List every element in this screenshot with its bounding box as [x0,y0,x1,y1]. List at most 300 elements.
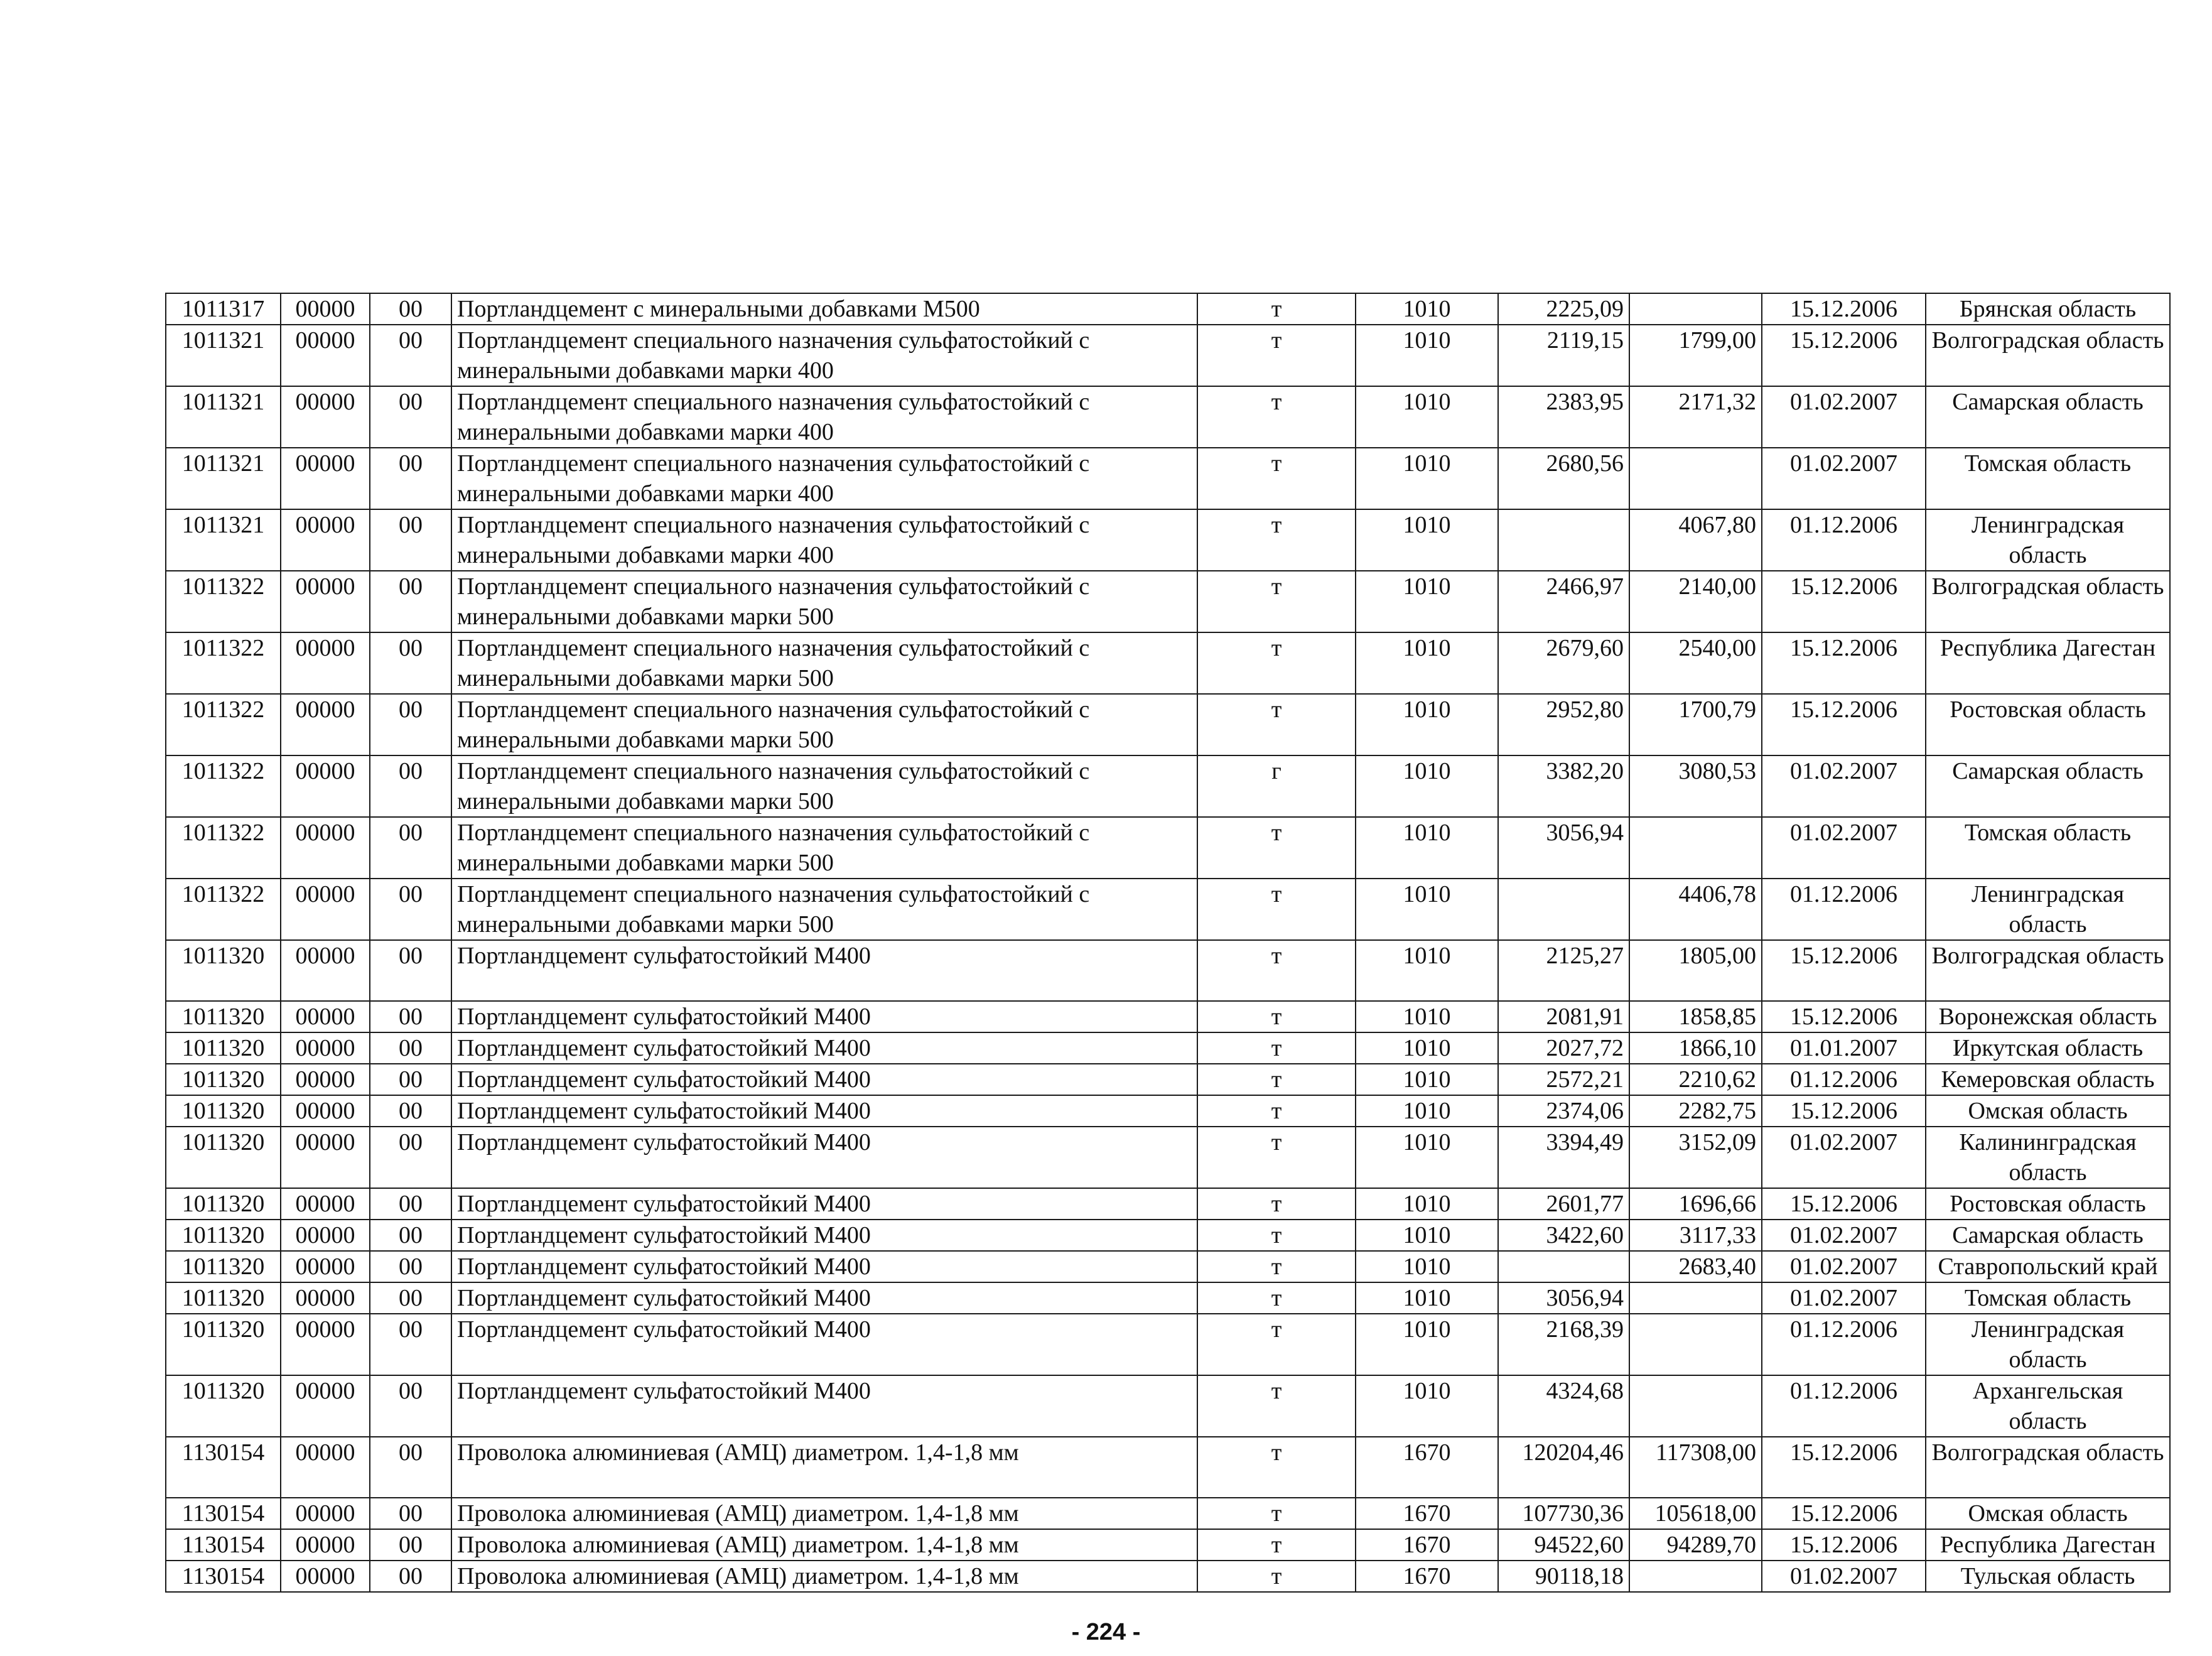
region-cell: Брянская область [1926,293,2170,325]
price-1-cell: 2374,06 [1498,1095,1629,1127]
product-name-cell: Портландцемент специального назначения сульфатостойкий с минеральными добавками марки 400 [451,325,1197,386]
suffix-cell: 00 [370,1375,451,1437]
price-2-cell: 105618,00 [1629,1498,1762,1529]
item-code-cell: 1011320 [166,1282,281,1314]
item-code-cell: 1011322 [166,755,281,817]
region-cell: Ростовская область [1926,694,2170,755]
unit-code-cell: 1010 [1356,1001,1498,1032]
unit-code-cell: 1670 [1356,1437,1498,1498]
unit-code-cell: 1010 [1356,1282,1498,1314]
sub-code-cell: 00000 [281,448,370,509]
region-cell: Томская область [1926,448,2170,509]
date-cell: 15.12.2006 [1762,1001,1926,1032]
sub-code-cell: 00000 [281,1001,370,1032]
table-row [166,1529,2170,1561]
table-row [166,1251,2170,1282]
region-cell: Самарская область [1926,755,2170,817]
sub-code-cell: 00000 [281,509,370,571]
price-1-cell: 2383,95 [1498,386,1629,448]
price-1-cell: 3382,20 [1498,755,1629,817]
sub-code-cell: 00000 [281,817,370,879]
date-cell: 01.02.2007 [1762,1251,1926,1282]
suffix-cell: 00 [370,1032,451,1064]
unit-code-cell: 1010 [1356,1251,1498,1282]
product-name-cell: Портландцемент специального назначения сульфатостойкий с минеральными добавками марки 500 [451,755,1197,817]
table-row [166,1282,2170,1314]
suffix-cell: 00 [370,293,451,325]
item-code-cell: 1011321 [166,325,281,386]
price-2-cell: 2282,75 [1629,1095,1762,1127]
sub-code-cell: 00000 [281,1064,370,1095]
item-code-cell: 1011320 [166,1375,281,1437]
price-1-cell: 2119,15 [1498,325,1629,386]
unit-cell: т [1197,1282,1356,1314]
sub-code-cell: 00000 [281,1127,370,1188]
item-code-cell: 1011320 [166,940,281,1001]
region-cell: Томская область [1926,1282,2170,1314]
suffix-cell: 00 [370,632,451,694]
region-cell: Самарская область [1926,1220,2170,1251]
price-1-cell: 120204,46 [1498,1437,1629,1498]
item-code-cell: 1011321 [166,386,281,448]
date-cell: 01.12.2006 [1762,1314,1926,1375]
price-2-cell [1629,293,1762,325]
unit-code-cell: 1670 [1356,1561,1498,1592]
price-1-cell: 107730,36 [1498,1498,1629,1529]
product-name-cell: Портландцемент сульфатостойкий М400 [451,1064,1197,1095]
product-name-cell: Портландцемент сульфатостойкий М400 [451,1127,1197,1188]
price-1-cell: 3394,49 [1498,1127,1629,1188]
table-body [166,293,2170,1592]
table-row [166,879,2170,940]
product-name-cell: Портландцемент специального назначения сульфатостойкий с минеральными добавками марки 400 [451,509,1197,571]
suffix-cell: 00 [370,1282,451,1314]
price-1-cell [1498,509,1629,571]
product-name-cell: Портландцемент сульфатостойкий М400 [451,1314,1197,1375]
table-row [166,1314,2170,1375]
item-code-cell: 1011322 [166,632,281,694]
unit-cell: т [1197,1095,1356,1127]
region-cell: Томская область [1926,817,2170,879]
region-cell: Архангельская область [1926,1375,2170,1437]
product-name-cell: Портландцемент сульфатостойкий М400 [451,1188,1197,1220]
region-cell: Волгоградская область [1926,1437,2170,1498]
table-row [166,1127,2170,1188]
suffix-cell: 00 [370,1095,451,1127]
suffix-cell: 00 [370,571,451,632]
suffix-cell: 00 [370,1188,451,1220]
suffix-cell: 00 [370,1529,451,1561]
unit-code-cell: 1010 [1356,1095,1498,1127]
unit-cell: т [1197,1064,1356,1095]
unit-code-cell: 1010 [1356,293,1498,325]
price-2-cell [1629,1282,1762,1314]
unit-code-cell: 1010 [1356,817,1498,879]
price-1-cell: 2601,77 [1498,1188,1629,1220]
price-2-cell: 3080,53 [1629,755,1762,817]
region-cell: Ленинградская область [1926,509,2170,571]
unit-code-cell: 1010 [1356,1032,1498,1064]
region-cell: Ставропольский край [1926,1251,2170,1282]
item-code-cell: 1011320 [166,1064,281,1095]
product-name-cell: Портландцемент специального назначения сульфатостойкий с минеральными добавками марки 500 [451,879,1197,940]
price-2-cell: 1696,66 [1629,1188,1762,1220]
price-2-cell: 3117,33 [1629,1220,1762,1251]
price-2-cell [1629,448,1762,509]
product-name-cell: Проволока алюминиевая (АМЦ) диаметром. 1,4-1,8 мм [451,1561,1197,1592]
price-1-cell: 2680,56 [1498,448,1629,509]
sub-code-cell: 00000 [281,1314,370,1375]
price-2-cell: 2683,40 [1629,1251,1762,1282]
unit-cell: т [1197,1529,1356,1561]
suffix-cell: 00 [370,817,451,879]
price-2-cell: 117308,00 [1629,1437,1762,1498]
table-row [166,293,2170,325]
unit-code-cell: 1010 [1356,1375,1498,1437]
table-row [166,1437,2170,1498]
suffix-cell: 00 [370,1498,451,1529]
date-cell: 01.02.2007 [1762,1220,1926,1251]
sub-code-cell: 00000 [281,694,370,755]
region-cell: Ленинградская область [1926,1314,2170,1375]
table-row [166,1188,2170,1220]
price-1-cell: 2168,39 [1498,1314,1629,1375]
region-cell: Самарская область [1926,386,2170,448]
date-cell: 15.12.2006 [1762,632,1926,694]
region-cell: Волгоградская область [1926,571,2170,632]
suffix-cell: 00 [370,940,451,1001]
unit-cell: т [1197,694,1356,755]
date-cell: 15.12.2006 [1762,1437,1926,1498]
item-code-cell: 1011322 [166,694,281,755]
unit-cell: т [1197,1498,1356,1529]
item-code-cell: 1011322 [166,571,281,632]
unit-code-cell: 1010 [1356,1220,1498,1251]
suffix-cell: 00 [370,1437,451,1498]
product-name-cell: Портландцемент специального назначения сульфатостойкий с минеральными добавками марки 500 [451,632,1197,694]
product-name-cell: Проволока алюминиевая (АМЦ) диаметром. 1,4-1,8 мм [451,1498,1197,1529]
sub-code-cell: 00000 [281,755,370,817]
item-code-cell: 1011321 [166,509,281,571]
suffix-cell: 00 [370,509,451,571]
product-name-cell: Портландцемент сульфатостойкий М400 [451,1032,1197,1064]
suffix-cell: 00 [370,879,451,940]
unit-cell: т [1197,386,1356,448]
unit-cell: т [1197,879,1356,940]
unit-code-cell: 1010 [1356,571,1498,632]
suffix-cell: 00 [370,1561,451,1592]
price-1-cell: 4324,68 [1498,1375,1629,1437]
price-2-cell: 2210,62 [1629,1064,1762,1095]
unit-code-cell: 1010 [1356,755,1498,817]
price-2-cell: 1805,00 [1629,940,1762,1001]
item-code-cell: 1011320 [166,1001,281,1032]
product-name-cell: Портландцемент с минеральными добавками М500 [451,293,1197,325]
table-row [166,755,2170,817]
unit-cell: т [1197,1437,1356,1498]
price-2-cell: 1799,00 [1629,325,1762,386]
table-row [166,940,2170,1001]
item-code-cell: 1011320 [166,1251,281,1282]
product-name-cell: Портландцемент специального назначения сульфатостойкий с минеральными добавками марки 500 [451,694,1197,755]
unit-code-cell: 1010 [1356,879,1498,940]
item-code-cell: 1130154 [166,1529,281,1561]
unit-cell: т [1197,1127,1356,1188]
date-cell: 15.12.2006 [1762,1188,1926,1220]
item-code-cell: 1011320 [166,1314,281,1375]
date-cell: 01.02.2007 [1762,1561,1926,1592]
unit-code-cell: 1010 [1356,694,1498,755]
unit-cell: т [1197,509,1356,571]
table-row [166,509,2170,571]
price-1-cell: 3422,60 [1498,1220,1629,1251]
table-row [166,1375,2170,1437]
date-cell: 01.02.2007 [1762,755,1926,817]
table-row [166,1095,2170,1127]
region-cell: Волгоградская область [1926,325,2170,386]
sub-code-cell: 00000 [281,386,370,448]
date-cell: 15.12.2006 [1762,571,1926,632]
suffix-cell: 00 [370,755,451,817]
price-1-cell [1498,879,1629,940]
price-1-cell: 3056,94 [1498,1282,1629,1314]
unit-cell: т [1197,1561,1356,1592]
suffix-cell: 00 [370,386,451,448]
price-table [165,293,2171,1593]
item-code-cell: 1011320 [166,1220,281,1251]
product-name-cell: Портландцемент сульфатостойкий М400 [451,1095,1197,1127]
date-cell: 15.12.2006 [1762,694,1926,755]
date-cell: 15.12.2006 [1762,293,1926,325]
date-cell: 01.02.2007 [1762,1282,1926,1314]
sub-code-cell: 00000 [281,1282,370,1314]
unit-cell: т [1197,1220,1356,1251]
date-cell: 01.02.2007 [1762,386,1926,448]
price-2-cell [1629,1375,1762,1437]
unit-cell: т [1197,325,1356,386]
unit-cell: т [1197,817,1356,879]
sub-code-cell: 00000 [281,1188,370,1220]
unit-cell: т [1197,632,1356,694]
unit-code-cell: 1010 [1356,1188,1498,1220]
product-name-cell: Портландцемент сульфатостойкий М400 [451,1220,1197,1251]
unit-code-cell: 1010 [1356,325,1498,386]
item-code-cell: 1011322 [166,817,281,879]
table-row [166,571,2170,632]
table-row [166,448,2170,509]
region-cell: Волгоградская область [1926,940,2170,1001]
date-cell: 01.12.2006 [1762,1375,1926,1437]
table-row [166,1498,2170,1529]
product-name-cell: Портландцемент сульфатостойкий М400 [451,1001,1197,1032]
item-code-cell: 1011320 [166,1127,281,1188]
table-row [166,325,2170,386]
unit-cell: т [1197,293,1356,325]
region-cell: Омская область [1926,1095,2170,1127]
price-1-cell: 2952,80 [1498,694,1629,755]
item-code-cell: 1011321 [166,448,281,509]
region-cell: Ленинградская область [1926,879,2170,940]
unit-code-cell: 1010 [1356,509,1498,571]
unit-code-cell: 1010 [1356,1127,1498,1188]
sub-code-cell: 00000 [281,1529,370,1561]
price-1-cell: 2679,60 [1498,632,1629,694]
date-cell: 15.12.2006 [1762,1498,1926,1529]
unit-code-cell: 1010 [1356,1314,1498,1375]
sub-code-cell: 00000 [281,571,370,632]
price-2-cell [1629,817,1762,879]
price-1-cell: 2225,09 [1498,293,1629,325]
table-row [166,1561,2170,1592]
suffix-cell: 00 [370,1220,451,1251]
price-2-cell: 2171,32 [1629,386,1762,448]
unit-cell: т [1197,940,1356,1001]
date-cell: 01.01.2007 [1762,1032,1926,1064]
region-cell: Воронежская область [1926,1001,2170,1032]
price-1-cell: 2572,21 [1498,1064,1629,1095]
product-name-cell: Портландцемент специального назначения сульфатостойкий с минеральными добавками марки 400 [451,448,1197,509]
product-name-cell: Проволока алюминиевая (АМЦ) диаметром. 1,4-1,8 мм [451,1529,1197,1561]
price-2-cell: 94289,70 [1629,1529,1762,1561]
sub-code-cell: 00000 [281,1375,370,1437]
product-name-cell: Портландцемент специального назначения сульфатостойкий с минеральными добавками марки 500 [451,571,1197,632]
date-cell: 15.12.2006 [1762,325,1926,386]
unit-code-cell: 1670 [1356,1529,1498,1561]
unit-cell: т [1197,1001,1356,1032]
price-2-cell [1629,1561,1762,1592]
unit-cell: г [1197,755,1356,817]
suffix-cell: 00 [370,1001,451,1032]
suffix-cell: 00 [370,694,451,755]
table-row [166,386,2170,448]
price-1-cell: 2466,97 [1498,571,1629,632]
price-2-cell: 4406,78 [1629,879,1762,940]
unit-code-cell: 1010 [1356,632,1498,694]
price-2-cell: 4067,80 [1629,509,1762,571]
region-cell: Иркутская область [1926,1032,2170,1064]
unit-code-cell: 1010 [1356,386,1498,448]
date-cell: 15.12.2006 [1762,1529,1926,1561]
price-2-cell: 3152,09 [1629,1127,1762,1188]
table-row [166,1001,2170,1032]
sub-code-cell: 00000 [281,1032,370,1064]
unit-cell: т [1197,571,1356,632]
sub-code-cell: 00000 [281,632,370,694]
unit-cell: т [1197,1032,1356,1064]
item-code-cell: 1011322 [166,879,281,940]
unit-cell: т [1197,1375,1356,1437]
price-2-cell: 2140,00 [1629,571,1762,632]
item-code-cell: 1130154 [166,1437,281,1498]
suffix-cell: 00 [370,448,451,509]
price-2-cell: 1866,10 [1629,1032,1762,1064]
suffix-cell: 00 [370,1064,451,1095]
product-name-cell: Портландцемент сульфатостойкий М400 [451,1375,1197,1437]
price-2-cell: 2540,00 [1629,632,1762,694]
region-cell: Республика Дагестан [1926,632,2170,694]
product-name-cell: Портландцемент сульфатостойкий М400 [451,1251,1197,1282]
product-name-cell: Портландцемент специального назначения сульфатостойкий с минеральными добавками марки 500 [451,817,1197,879]
table-row [166,1032,2170,1064]
date-cell: 01.02.2007 [1762,817,1926,879]
price-1-cell: 2125,27 [1498,940,1629,1001]
date-cell: 15.12.2006 [1762,1095,1926,1127]
unit-code-cell: 1670 [1356,1498,1498,1529]
price-1-cell: 2081,91 [1498,1001,1629,1032]
table-row [166,817,2170,879]
page-number: - 224 - [1071,1619,1141,1645]
price-1-cell: 90118,18 [1498,1561,1629,1592]
sub-code-cell: 00000 [281,879,370,940]
table-row [166,694,2170,755]
region-cell: Кемеровская область [1926,1064,2170,1095]
unit-code-cell: 1010 [1356,1064,1498,1095]
product-name-cell: Портландцемент специального назначения сульфатостойкий с минеральными добавками марки 400 [451,386,1197,448]
sub-code-cell: 00000 [281,1220,370,1251]
unit-code-cell: 1010 [1356,940,1498,1001]
table-row [166,1220,2170,1251]
item-code-cell: 1011320 [166,1032,281,1064]
price-1-cell: 94522,60 [1498,1529,1629,1561]
date-cell: 01.02.2007 [1762,448,1926,509]
region-cell: Омская область [1926,1498,2170,1529]
unit-code-cell: 1010 [1356,448,1498,509]
date-cell: 01.12.2006 [1762,509,1926,571]
price-2-cell: 1700,79 [1629,694,1762,755]
sub-code-cell: 00000 [281,325,370,386]
date-cell: 15.12.2006 [1762,940,1926,1001]
region-cell: Ростовская область [1926,1188,2170,1220]
sub-code-cell: 00000 [281,293,370,325]
suffix-cell: 00 [370,1127,451,1188]
date-cell: 01.12.2006 [1762,1064,1926,1095]
item-code-cell: 1130154 [166,1498,281,1529]
table-row [166,1064,2170,1095]
region-cell: Республика Дагестан [1926,1529,2170,1561]
sub-code-cell: 00000 [281,1095,370,1127]
region-cell: Тульская область [1926,1561,2170,1592]
sub-code-cell: 00000 [281,1251,370,1282]
item-code-cell: 1011317 [166,293,281,325]
table-row [166,632,2170,694]
sub-code-cell: 00000 [281,1561,370,1592]
unit-cell: т [1197,448,1356,509]
item-code-cell: 1130154 [166,1561,281,1592]
unit-cell: т [1197,1314,1356,1375]
suffix-cell: 00 [370,1314,451,1375]
suffix-cell: 00 [370,325,451,386]
item-code-cell: 1011320 [166,1188,281,1220]
region-cell: Калининградская область [1926,1127,2170,1188]
price-1-cell: 2027,72 [1498,1032,1629,1064]
suffix-cell: 00 [370,1251,451,1282]
sub-code-cell: 00000 [281,940,370,1001]
unit-cell: т [1197,1188,1356,1220]
price-2-cell [1629,1314,1762,1375]
price-2-cell: 1858,85 [1629,1001,1762,1032]
date-cell: 01.12.2006 [1762,879,1926,940]
sub-code-cell: 00000 [281,1498,370,1529]
date-cell: 01.02.2007 [1762,1127,1926,1188]
unit-cell: т [1197,1251,1356,1282]
product-name-cell: Портландцемент сульфатостойкий М400 [451,1282,1197,1314]
price-1-cell [1498,1251,1629,1282]
product-name-cell: Портландцемент сульфатостойкий М400 [451,940,1197,1001]
sub-code-cell: 00000 [281,1437,370,1498]
product-name-cell: Проволока алюминиевая (АМЦ) диаметром. 1,4-1,8 мм [451,1437,1197,1498]
price-1-cell: 3056,94 [1498,817,1629,879]
item-code-cell: 1011320 [166,1095,281,1127]
